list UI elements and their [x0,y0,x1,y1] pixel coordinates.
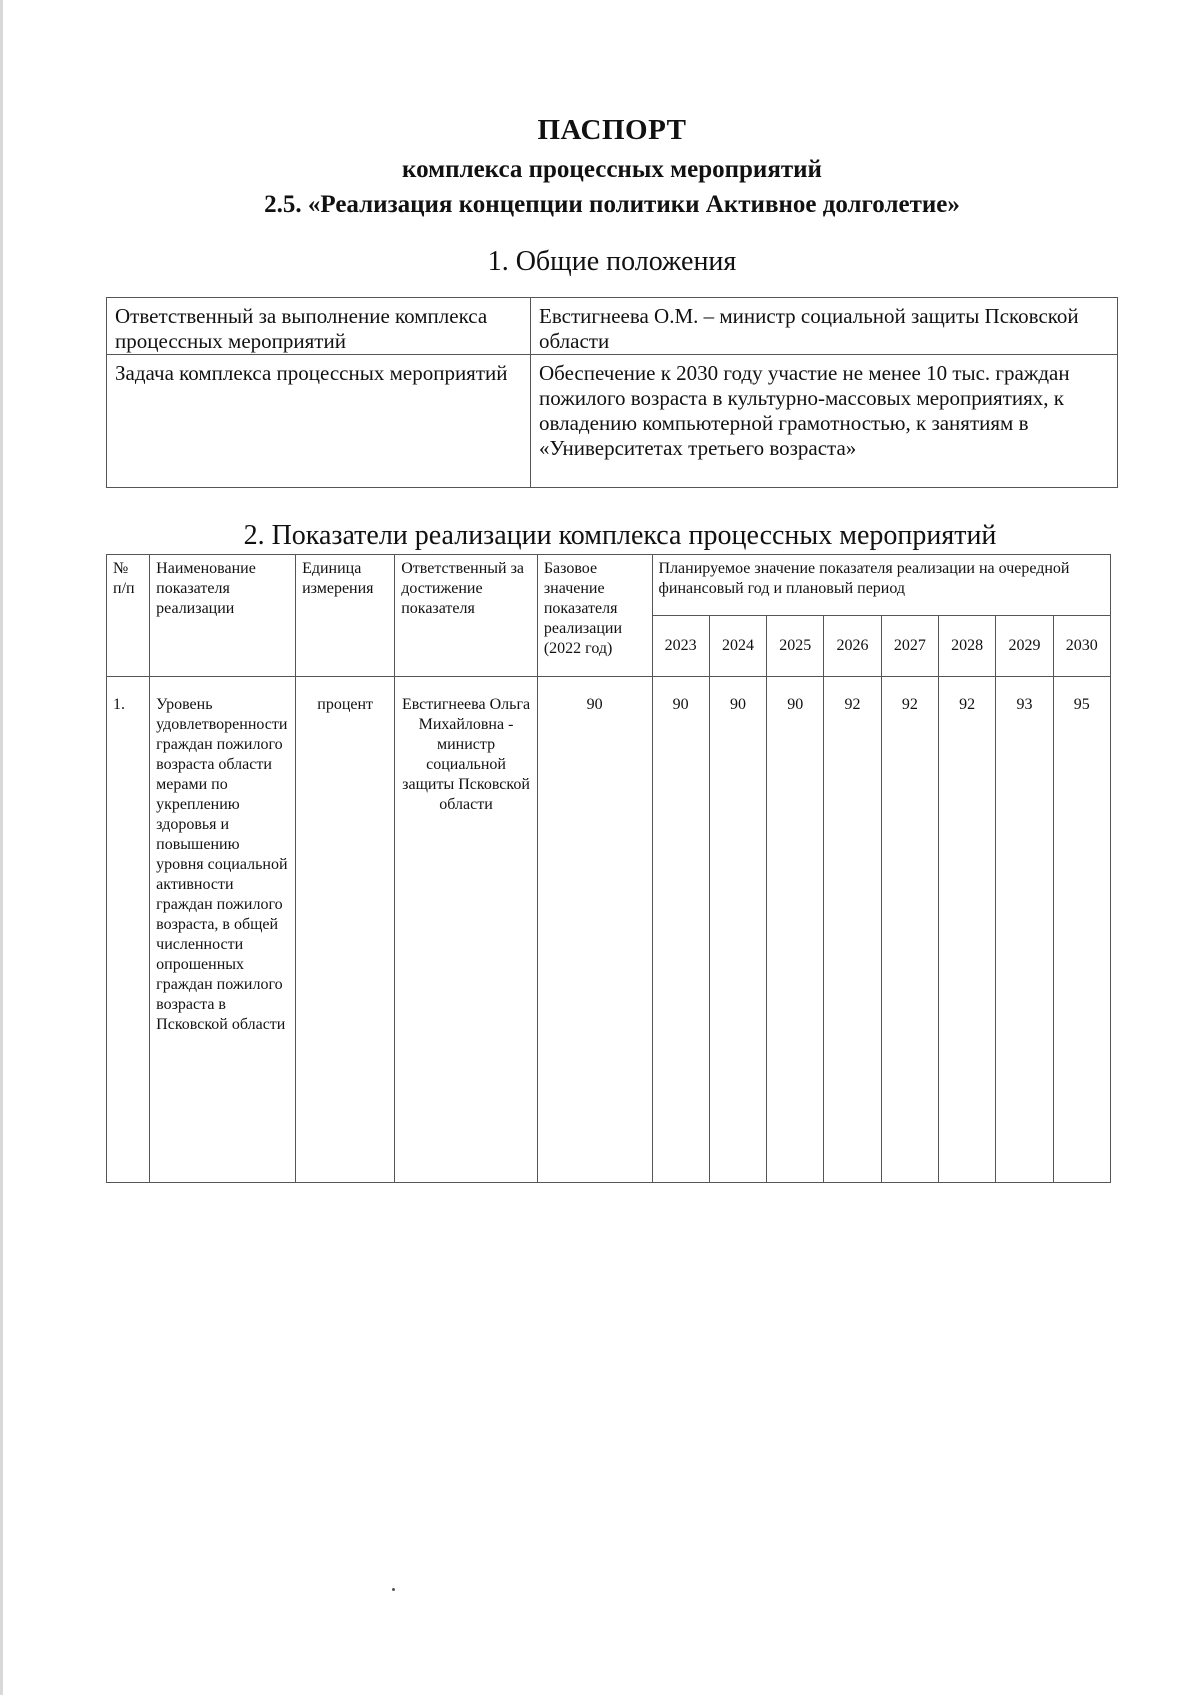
table-row [107,677,1111,1183]
table-header-row [107,555,1111,616]
row-no: 1. [107,677,150,1183]
indicator-value-2025: 90 [767,677,824,1183]
document-title: ПАСПОРТ [537,114,687,146]
scan-speck [392,1588,395,1591]
header-year: 2025 [767,616,824,677]
header-year: 2023 [652,616,709,677]
indicator-value-2028: 92 [939,677,996,1183]
header-year: 2028 [939,616,996,677]
indicator-responsible: Евстигнеева Ольга Михайловна - министр социальной защиты Псковской области [395,677,538,1183]
responsible-value: Евстигнеева О.М. – министр социальной защиты Псковской области [531,298,1118,355]
indicator-base-value: 90 [537,677,652,1183]
task-value: Обеспечение к 2030 году участие не менее 10 тыс. граждан пожилого возраста в культурно-массовых мероприятиях, к овладению компьютерной грамотностью, к занятиям в «Университетах третьего возраста» [531,355,1118,488]
table-row [107,355,1118,488]
header-responsible: Ответственный за достижение показателя [395,555,538,677]
table-row [107,298,1118,355]
header-no: № п/п [107,555,150,677]
header-year: 2027 [881,616,938,677]
header-name: Наименование показателя реализации [150,555,296,677]
indicator-value-2030: 95 [1053,677,1110,1183]
indicator-value-2027: 92 [881,677,938,1183]
general-provisions-table [106,297,1118,488]
task-label: Задача комплекса процессных мероприятий [107,355,531,488]
header-unit: Единица измерения [296,555,395,677]
header-base: Базовое значение показателя реализации (2022 год) [537,555,652,677]
indicator-unit: процент [296,677,395,1183]
header-year: 2030 [1053,616,1110,677]
indicator-value-2023: 90 [652,677,709,1183]
section1-heading: 1. Общие положения [487,246,737,277]
indicators-table [106,554,1111,1183]
document-subtitle: комплекса процессных мероприятий [402,156,822,183]
header-planned: Планируемое значение показателя реализации на очередной финансовый год и плановый период [652,555,1110,616]
section2-heading: 2. Показатели реализации комплекса процессных мероприятий [243,520,997,551]
header-year: 2029 [996,616,1053,677]
indicator-name: Уровень удовлетворенности граждан пожилого возраста области мерами по укреплению здоровья и повышению уровня социальной активности граждан пожилого возраста, в общей численности опрошенных граждан пожилого возраста в Псковской области [150,677,296,1183]
complex-name: 2.5. «Реализация концепции политики Активное долголетие» [264,191,960,218]
indicator-value-2026: 92 [824,677,881,1183]
responsible-label: Ответственный за выполнение комплекса процессных мероприятий [107,298,531,355]
indicator-value-2024: 90 [709,677,766,1183]
header-year: 2024 [709,616,766,677]
indicator-value-2029: 93 [996,677,1053,1183]
header-year: 2026 [824,616,881,677]
